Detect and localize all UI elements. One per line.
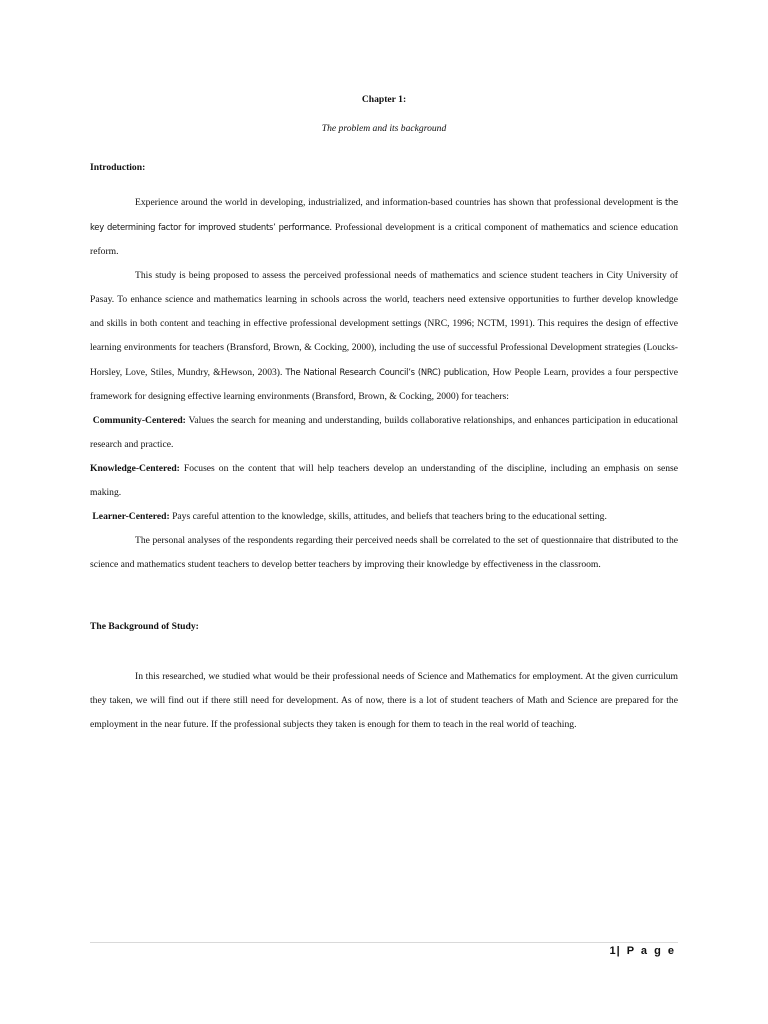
highlighted-phrase: is the key determining factor for improved students’ performance xyxy=(90,197,678,232)
knowledge-centered-term: Knowledge-Centered: xyxy=(90,463,180,474)
introduction-paragraph-3: The personal analyses of the respondents regarding their perceived needs shall be correlated to the set of questionnaire that distributed to the science and mathematics student teachers to develop better teachers by improving their knowledge by effectiveness in the classroom. xyxy=(90,535,678,570)
highlighted-phrase: The National Research Council’s (NRC) publ xyxy=(285,367,462,377)
background-heading: The Background of Study: xyxy=(90,621,199,632)
community-centered-term: Community-Centered: xyxy=(92,415,186,426)
learner-centered-text: Pays careful attention to the knowledge, skills, attitudes, and beliefs that teachers bring to the educational setting. xyxy=(169,511,607,522)
introduction-paragraph-1 xyxy=(90,190,678,264)
chapter-subtitle: The problem and its background xyxy=(321,123,447,134)
knowledge-centered-item xyxy=(90,457,678,505)
paragraph-text: This study is being proposed to assess the perceived professional needs of mathematics and science student teachers in City University of Pasay. To enhance science and mathematics learning in schools across the world, teachers need extensive opportunities to further develop knowledge and skills in both content and teaching in effective professional development settings (NRC, 1996; NCTM, 1991). This requires the design of effective learning environments for teachers (Bransford, Brown, & Cocking, 2000), including the use of successful Professional Development strategies (Loucks-Horsley, Love, Stiles, Mundry, &Hewson, 2003). xyxy=(90,270,678,378)
learner-centered-item xyxy=(90,505,678,529)
page-number-label: | P a g e xyxy=(616,945,676,957)
background-paragraph-1: In this researched, we studied what would be their professional needs of Science and Mathematics for employment. At the given curriculum they taken, we will find out if there still need for development. As of now, there is a lot of student teachers of Math and Science are prepared for the employment in the near future. If the professional subjects they taken is enough for them to teach in the real world of teaching. xyxy=(90,671,678,730)
community-centered-item xyxy=(90,409,678,457)
knowledge-centered-text: Focuses on the content that will help teachers develop an understanding of the discipline, including an emphasis on sense making. xyxy=(90,463,678,498)
footer-divider xyxy=(90,942,678,943)
page-content xyxy=(90,84,678,737)
chapter-title: Chapter 1: xyxy=(361,94,407,105)
introduction-paragraph-2 xyxy=(90,264,678,409)
paragraph-text: Experience around the world in developing, industrialized, and information-based countries has shown that professional development xyxy=(135,197,656,208)
paragraph-text: ication, How People Learn, provides a four perspective framework for designing effective learning environments (Bransford, Brown, & Cocking, 2000) for teachers: xyxy=(90,367,678,402)
introduction-heading: Introduction: xyxy=(90,162,146,173)
paragraph-text: . Professional development is a critical component of mathematics and science education reform. xyxy=(90,222,678,257)
page-number-value: 1 xyxy=(609,945,616,957)
page-number xyxy=(609,945,676,957)
community-centered-text: Values the search for meaning and understanding, builds collaborative relationships, and enhances participation in educational research and practice. xyxy=(90,415,678,450)
learner-centered-term: Learner-Centered: xyxy=(92,511,170,522)
